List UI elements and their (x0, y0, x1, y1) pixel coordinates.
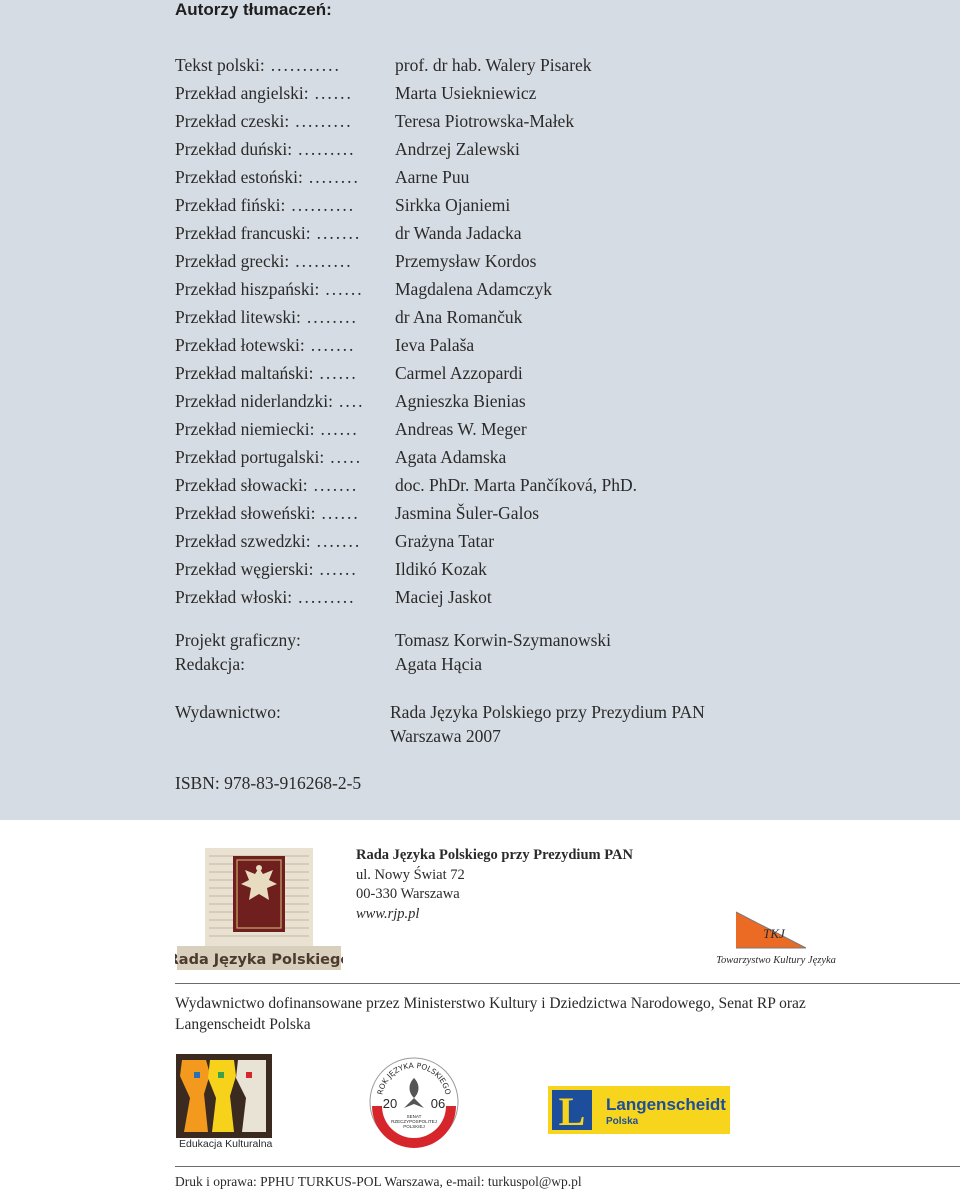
translator-label: Tekst polski: (175, 54, 265, 75)
tkj-caption: Towarzystwo Kultury Języka (716, 955, 836, 966)
translator-label-cell (175, 139, 395, 160)
translator-leader-dots: ...... (325, 278, 364, 299)
lang-letter: L (558, 1089, 586, 1134)
rok-arc-text: ROK JĘZYKA POLSKIEGO (375, 1060, 453, 1096)
rok-year-left: 20 (382, 1096, 398, 1111)
translator-leader-dots: ......... (295, 250, 353, 271)
translator-leader-dots: .......... (291, 194, 356, 215)
translator-label-cell (175, 559, 395, 580)
translator-name: Andrzej Zalewski (395, 138, 520, 159)
translator-row (175, 471, 875, 499)
translator-leader-dots: ....... (316, 530, 362, 551)
editor-label: Redakcja: (175, 654, 245, 674)
translator-leader-dots: ....... (310, 334, 356, 355)
translator-row (175, 79, 875, 107)
translator-label-cell (175, 587, 395, 608)
translator-row (175, 247, 875, 275)
translator-label: Przekład duński: (175, 138, 293, 159)
translator-row (175, 415, 875, 443)
translator-label: Przekład czeski: (175, 110, 290, 131)
translators-list (175, 51, 875, 611)
lang-name: Langenscheidt (606, 1095, 726, 1114)
translator-label: Przekład litewski: (175, 306, 301, 327)
translator-label-cell (175, 363, 395, 384)
translator-name: Magdalena Adamczyk (395, 278, 552, 299)
translator-row (175, 387, 875, 415)
translator-label: Przekład niderlandzki: (175, 390, 333, 411)
translator-name: Marta Usiekniewicz (395, 82, 537, 103)
translator-row (175, 443, 875, 471)
translator-label-cell (175, 111, 395, 132)
rok-year-right: 06 (430, 1096, 446, 1111)
rok-jezyka-polskiego-logo (366, 1052, 462, 1148)
edukacja-kulturalna-caption: Edukacja Kulturalna (179, 1138, 273, 1150)
address-url[interactable]: www.rjp.pl (356, 905, 420, 922)
print-info: Druk i oprawa: PPHU TURKUS-POL Warszawa, e-mail: turkuspol@wp.pl (175, 1174, 582, 1189)
translator-name: dr Ana Romančuk (395, 306, 523, 327)
publisher-value: Rada Języka Polskiego przy Prezydium PAN (390, 702, 705, 722)
translator-name: Grażyna Tatar (395, 530, 495, 551)
translator-label-cell (175, 251, 395, 272)
translator-leader-dots: ....... (313, 474, 359, 495)
translator-label: Przekład grecki: (175, 250, 290, 271)
translator-leader-dots: ......... (298, 138, 356, 159)
translator-label: Przekład fiński: (175, 194, 286, 215)
translator-label: Przekład łotewski: (175, 334, 305, 355)
translator-name: Maciej Jaskot (395, 586, 492, 607)
design-label: Projekt graficzny: (175, 630, 301, 650)
translator-label: Przekład szwedzki: (175, 530, 311, 551)
translator-label: Przekład angielski: (175, 82, 309, 103)
translator-label: Przekład francuski: (175, 222, 311, 243)
address-block (356, 846, 633, 924)
isbn: ISBN: 978-83-916268-2-5 (175, 773, 362, 793)
translator-label-cell (175, 335, 395, 356)
translator-label: Przekład węgierski: (175, 558, 314, 579)
translator-label-cell (175, 307, 395, 328)
translator-leader-dots: ........ (308, 166, 360, 187)
translator-label: Przekład hiszpański: (175, 278, 320, 299)
translator-leader-dots: ...... (319, 558, 358, 579)
translator-name: Ieva Palaša (395, 334, 475, 355)
translator-label: Przekład włoski: (175, 586, 293, 607)
address-street: ul. Nowy Świat 72 (356, 866, 465, 883)
translator-leader-dots: ...... (321, 502, 360, 523)
tkj-logo-text: TKJ (763, 926, 785, 941)
edukacja-kulturalna-logo (176, 1054, 272, 1138)
lang-sub: Polska (606, 1116, 639, 1127)
editor-value: Agata Hącia (395, 654, 482, 674)
divider-top (175, 983, 960, 984)
translator-row (175, 219, 875, 247)
translator-leader-dots: ..... (330, 446, 363, 467)
translator-leader-dots: ......... (295, 110, 353, 131)
translator-label-cell (175, 447, 395, 468)
translator-label-cell (175, 391, 395, 412)
translator-leader-dots: ........... (270, 54, 341, 75)
translator-row (175, 583, 875, 611)
translator-name: doc. PhDr. Marta Pančíková, PhD. (395, 474, 638, 495)
translator-leader-dots: ...... (319, 362, 358, 383)
rjp-logo-text: Rada Języka Polskiego (175, 952, 343, 968)
translator-label: Przekład słowacki: (175, 474, 308, 495)
translator-row (175, 359, 875, 387)
translator-label: Przekład niemiecki: (175, 418, 315, 439)
translator-name: Sirkka Ojaniemi (395, 194, 511, 215)
cofunding-note: Wydawnictwo dofinansowane przez Ministerstwo Kultury i Dziedzictwa Narodowego, Senat RP oraz Langenscheidt Polska (175, 995, 806, 1033)
translator-row (175, 51, 875, 79)
translator-row (175, 135, 875, 163)
translator-name: dr Wanda Jadacka (395, 222, 522, 243)
translator-name: Jasmina Šuler-Galos (395, 502, 539, 523)
translator-name: Ildikó Kozak (395, 558, 487, 579)
translator-name: Przemysław Kordos (395, 250, 537, 271)
translator-label: Przekład portugalski: (175, 446, 325, 467)
translator-row (175, 163, 875, 191)
translator-label-cell (175, 83, 395, 104)
translator-leader-dots: ...... (314, 82, 353, 103)
translator-leader-dots: ........ (306, 306, 358, 327)
translator-label-cell (175, 195, 395, 216)
rjp-logo (175, 846, 343, 970)
translator-label-cell (175, 475, 395, 496)
translator-row (175, 499, 875, 527)
translator-row (175, 331, 875, 359)
design-value: Tomasz Korwin-Szymanowski (395, 630, 612, 650)
divider-bottom (175, 1166, 960, 1167)
translator-name: Carmel Azzopardi (395, 362, 523, 383)
translator-label-cell (175, 279, 395, 300)
address-org: Rada Języka Polskiego przy Prezydium PAN (356, 847, 633, 863)
translator-label: Przekład słoweński: (175, 502, 316, 523)
translator-leader-dots: ...... (320, 418, 359, 439)
translator-label-cell (175, 419, 395, 440)
langenscheidt-logo (548, 1086, 730, 1134)
rok-small-2: RZECZYPOSPOLITEJ (391, 1119, 437, 1124)
translator-label-cell (175, 55, 395, 76)
publisher-label: Wydawnictwo: (175, 702, 281, 722)
translator-label-cell (175, 503, 395, 524)
rok-small-3: POLSKIEJ (403, 1124, 425, 1129)
publisher-city: Warszawa 2007 (390, 726, 501, 746)
translator-label: Przekład maltański: (175, 362, 314, 383)
translator-row (175, 191, 875, 219)
translator-row (175, 555, 875, 583)
translator-name: Agata Adamska (395, 446, 507, 467)
translator-leader-dots: .... (338, 390, 365, 411)
translator-row (175, 527, 875, 555)
translator-row (175, 275, 875, 303)
translator-name: Aarne Puu (395, 166, 470, 187)
translator-name: Agnieszka Bienias (395, 390, 526, 411)
rok-small-1: SENAT (406, 1114, 422, 1119)
translator-leader-dots: ....... (316, 222, 362, 243)
translator-name: prof. dr hab. Walery Pisarek (395, 54, 592, 75)
translator-label-cell (175, 223, 395, 244)
translator-label-cell (175, 531, 395, 552)
translator-label-cell (175, 167, 395, 188)
translator-row (175, 107, 875, 135)
translator-name: Teresa Piotrowska-Małek (395, 110, 575, 131)
translator-name: Andreas W. Meger (395, 418, 527, 439)
translator-row (175, 303, 875, 331)
translator-leader-dots: ......... (298, 586, 356, 607)
translators-heading: Autorzy tłumaczeń: (175, 0, 332, 19)
translator-label: Przekład estoński: (175, 166, 303, 187)
address-city: 00-330 Warszawa (356, 886, 460, 902)
